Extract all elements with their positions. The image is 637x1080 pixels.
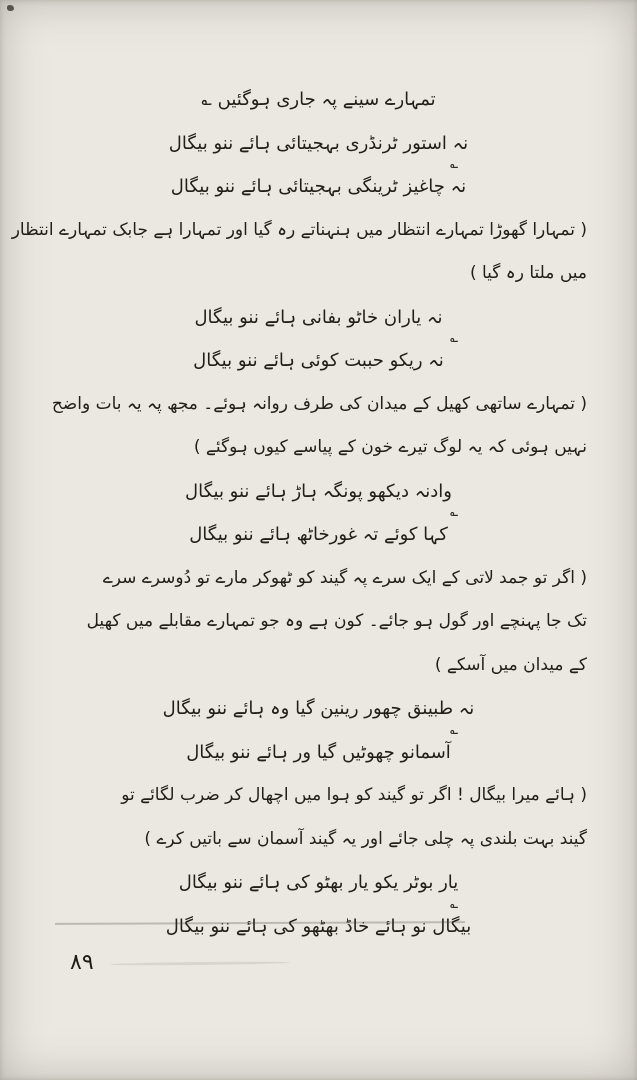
prose-line: تک جا پہنچے اور گول ہو جائے۔ کون ہے وہ جو تمہارے مقابلے میں کھیل (86, 611, 587, 631)
verse-marker-icon: ؎ (450, 721, 459, 738)
verse-line (50, 721, 587, 775)
verse-marker-icon: ؎ (450, 895, 459, 912)
prose-line: کے میدان میں آسکے ) (434, 654, 587, 675)
prose-line: ( تمہارا گھوڑا تمہارے انتظار میں ہنہناتے رہ گیا اور تمہارا ہے جابک تمہارے انتظار (11, 219, 587, 240)
verse-text: کہا کوئے تہ غورخاٹھ ہائے ننو بیگال (189, 524, 448, 545)
verse-line (50, 156, 587, 209)
verse-text: بیگال نو ہائے خاڈ بھٹھو کی ہائے ننو بیگال (165, 915, 472, 937)
verse-line: یار بوٹر یکو یار بھٹو کی ہائے ننو بیگال (178, 872, 459, 893)
verse-text: نہ ریکو حببت کوئی ہائے ننو بیگال (193, 350, 444, 371)
prose-continuation-line: تمہارے سینے پہ جاری ہوگئیں ؎ (201, 89, 436, 110)
verse-line (50, 895, 587, 949)
verse-marker-icon: ؎ (450, 156, 459, 172)
verse-text: آسمانو چھوٹیں گیا ور ہائے ننو بیگال (186, 741, 451, 763)
prose-line: ( ہائے میرا بیگال ! اگر تو گیند کو ہوا میں اچھال کر ضرب لگائے تو (121, 785, 587, 805)
verse-line (50, 330, 587, 383)
page-text-block (11, 78, 587, 948)
prose-line: ( اگر تو جمد لاتی کے ایک سرے پہ گیند کو ٹھوکر مارے تو دُوسرے سرے (102, 567, 587, 588)
verse-line: نہ طبینق چھور رینین گیا وہ ہائے ننو بیگال (162, 698, 475, 719)
verse-marker-icon: ؎ (450, 330, 459, 346)
prose-line: میں ملتا رہ گیا ) (469, 263, 587, 283)
prose-line: ( تمہارے ساتھی کھیل کے میدان کی طرف روانہ ہوئے۔ مجھ پہ یہ بات واضح (51, 393, 587, 414)
verse-marker-icon: ؎ (450, 504, 459, 520)
verse-line: نہ یاران خاٹو بفانی ہائے ننو بیگال (194, 306, 443, 328)
verse-text: نہ چاغیز ٹرینگی بہجیتائی ہائے ننو بیگال (170, 176, 467, 197)
prose-line: نہیں ہوئی کہ یہ لوگ تیرے خون کے پیاسے کیوں ہوگئے ) (193, 437, 587, 457)
scan-smudge (110, 961, 290, 966)
prose-line: گیند بہت بلندی پہ چلی جائے اور یہ گیند آسمان سے باتیں کرے ) (144, 828, 587, 849)
scan-corner-artifact (7, 5, 14, 11)
verse-line: وادنہ دیکھو پونگہ ہاڑ ہائے ننو بیگال (185, 480, 452, 502)
verse-line (50, 504, 587, 557)
page-number: ٨٩ (70, 950, 94, 975)
verse-line: نہ استور ٹرنڈری بہجیتائی ہائے ننو بیگال (168, 132, 469, 154)
